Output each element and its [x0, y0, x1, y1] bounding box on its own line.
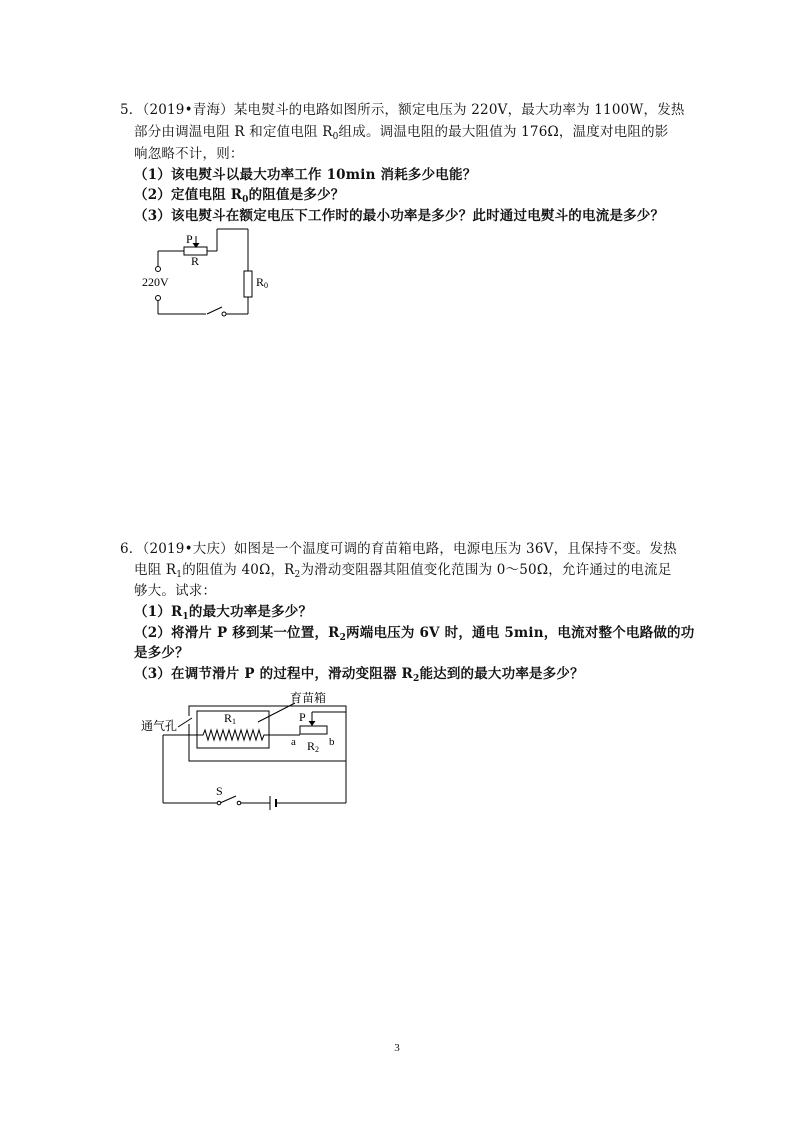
q6-slider-arrow-icon — [309, 721, 316, 726]
q5-subquestion-3: （3）该电熨斗在额定电压下工作时的最小功率是多少？此时通过电熨斗的电流是多少？ — [134, 208, 665, 224]
q6-subquestion-1: $(1)R_1$的最大功率是多少？ — [134, 604, 313, 622]
q6-subquestion-2: （2）将滑片 P 移到某一位置，$R_2$两端电压为 6V 时，通电 5min，电流对整个电路做的功 — [134, 625, 695, 643]
q6-label-s: S — [216, 784, 223, 798]
q6-subquestion-2-continued: 是多少？ — [134, 645, 189, 661]
q5-label-p: P — [186, 232, 193, 246]
page-number: 3 — [394, 1042, 400, 1054]
q5-label-r0: R0 — [256, 275, 269, 290]
q6-label-r1: R1 — [224, 711, 237, 726]
q6-label-p: P — [299, 710, 306, 724]
q5-label-r: R — [191, 254, 200, 268]
q5-line1: 5．（2019•青海）某电熨斗的电路如图所示，额定电压为 220V，最大功率为 1100W，发热 — [120, 102, 685, 118]
q6-label-vent: 通气孔 — [141, 719, 178, 733]
q6-rheostat-r2 — [300, 726, 327, 734]
q6-line2: 电阻 $R_1$的阻值为 40Ω，$R_2$为滑动变阻器其阻值变化范围为 0～50Ω，允许通过的电流足 — [134, 562, 672, 580]
q6-subquestion-3: （3）在调节滑片 P 的过程中，滑动变阻器 $R_2$能达到的最大功率是多少？ — [134, 666, 584, 684]
q6-resistor-r1 — [197, 730, 269, 740]
q6-label-incubator: 育苗箱 — [290, 691, 327, 705]
q6-label-a: a — [291, 736, 296, 748]
q5-label-220v: 220V — [142, 275, 169, 289]
q5-subquestion-2: （2）定值电阻 $R_0$的阻值是多少？ — [134, 187, 345, 205]
q6-label-r2: R2 — [307, 739, 320, 754]
q6-label-b: b — [329, 736, 335, 748]
q5-subquestion-1: （1）该电熨斗以最大功率工作 10min 消耗多少电能？ — [134, 167, 477, 183]
q5-line3: 响忽略不计，则： — [134, 146, 244, 162]
q6-line3: 够大。试求： — [134, 583, 217, 599]
q6-line1: 6．（2019•大庆）如图是一个温度可调的育苗箱电路，电源电压为 36V，且保持不变。发热 — [120, 541, 677, 557]
q5-line2: 部分由调温电阻 R 和定值电阻 $R_0$组成。调温电阻的最大阻值为 176Ω，温度对电阻的影 — [134, 124, 669, 142]
